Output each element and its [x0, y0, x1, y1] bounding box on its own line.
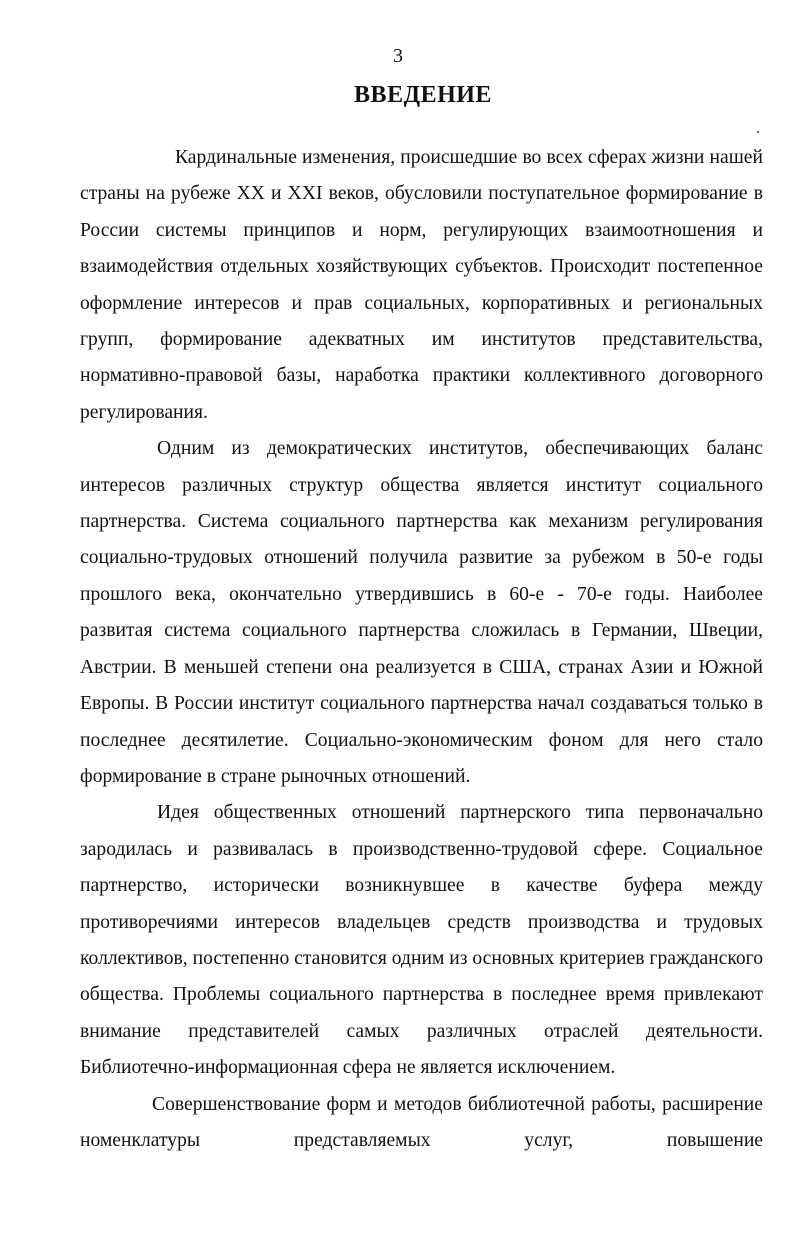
- paragraph-4: Совершенствование форм и методов библиотечной работы, расширение номенклатуры представляемых услуг, повышение: [80, 1093, 763, 1151]
- paragraph-1: Кардинальные изменения, происшедшие во всех сферах жизни нашей страны на рубеже XX и XXI веков, обусловили поступательное формирование в России системы принципов и норм, регулирующих взаимоотношения и взаимодействия отдельных хозяйствующих субъектов. Происходит постепенное оформление интересов и прав социальных, корпоративных и региональных групп, формирование адекватных им институтов представительства, нормативно-правовой базы, наработка практики коллективного договорного регулирования.: [80, 147, 763, 423]
- paragraph-3: Идея общественных отношений партнерского типа первоначально зародилась и развивалась в производственно-трудовой сфере. Социальное партнерство, исторически возникнувшее в качестве буфера между противоречиями интересов владельцев средств производства и трудовых коллективов, постепенно становится одним из основных критериев гражданского общества. Проблемы социального партнерства в последнее время привлекают внимание представителей самых различных отраслей деятельности. Библиотечно-информационная сфера не является исключением.: [80, 802, 764, 1079]
- body-text: [80, 140, 763, 1159]
- page-number: 3: [393, 45, 403, 67]
- section-heading: ВВЕДЕНИЕ: [354, 82, 492, 108]
- paragraph-2: Одним из демократических институтов, обеспечивающих баланс интересов различных структур общества является институт социального партнерства. Система социального партнерства как механизм регулирования социально-трудовых отношений получила развитие за рубежом в 50-е годы прошлого века, окончательно утвердившись в 60-е - 70-е годы. Наиболее развитая система социального партнерства сложилась в Германии, Швеции, Австрии. В меньшей степени она реализуется в США, странах Азии и Южной Европы. В России институт социального партнерства начал создаваться только в последнее десятилетие. Социально-экономическим фоном для него стало формирование в стране рыночных отношений.: [80, 438, 763, 787]
- scan-speck: [757, 131, 759, 133]
